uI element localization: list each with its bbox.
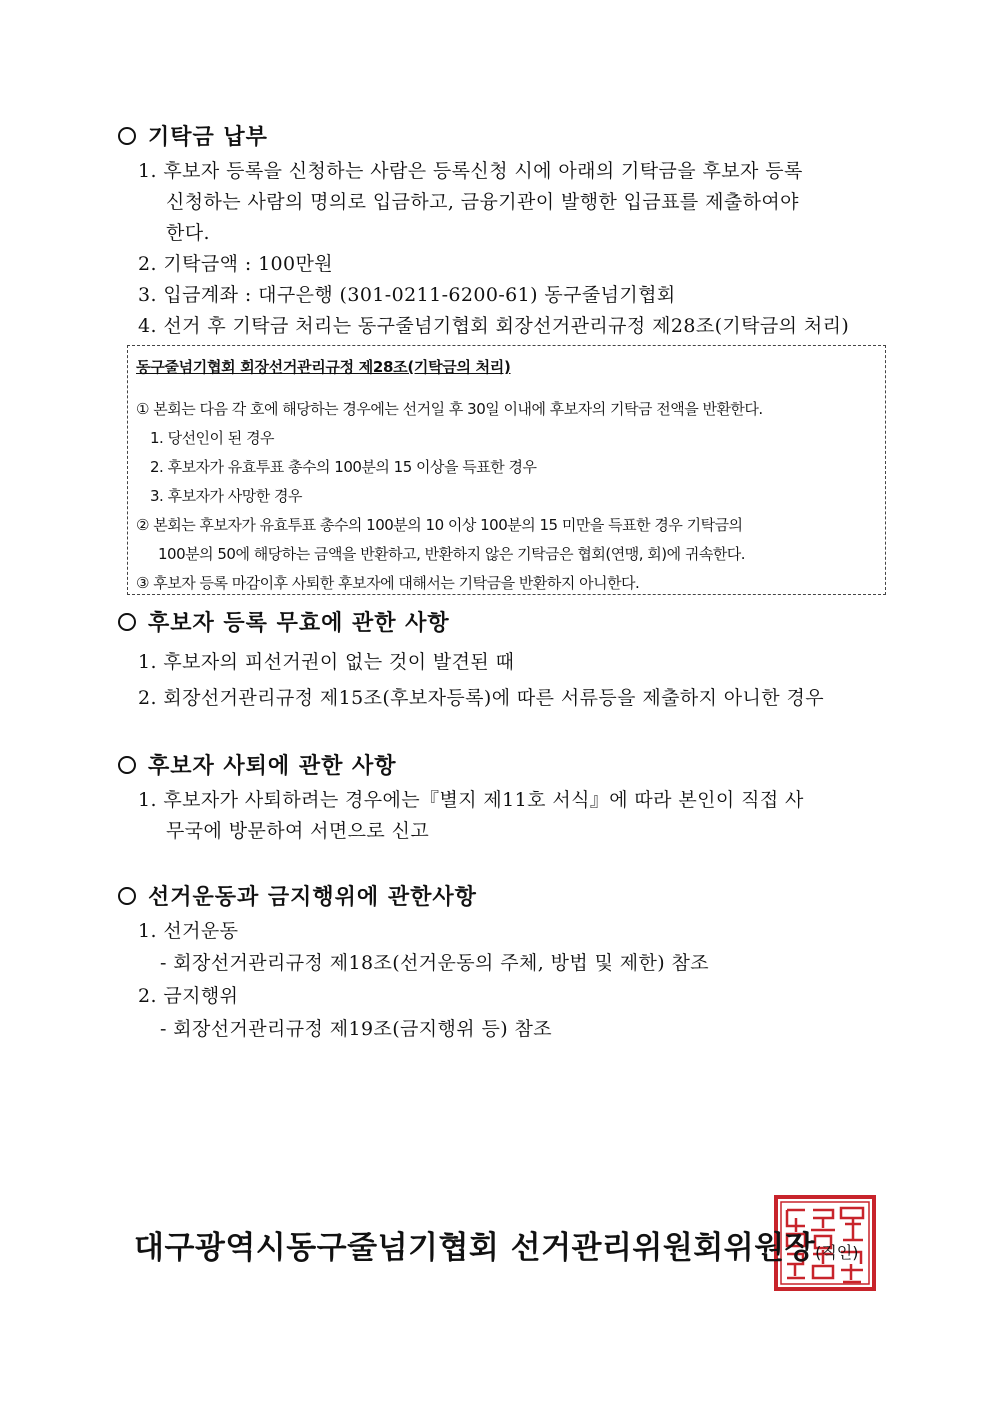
- section-heading-text: 기탁금 납부: [148, 125, 268, 150]
- regulation-clause-1: ① 본회는 다음 각 호에 해당하는 경우에는 선거일 후 30일 이내에 후보자의 기탁금 전액을 반환한다.: [136, 400, 763, 418]
- section-heading-invalid: [118, 606, 450, 637]
- signature-seal-label: (직인): [815, 1243, 859, 1262]
- deposit-item-4: 4. 선거 후 기탁금 처리는 동구줄넘기협회 회장선거관리규정 제28조(기탁금의 처리): [138, 315, 850, 337]
- deposit-item-3: 3. 입금계좌 : 대구은행 (301-0211-6200-61) 동구줄넘기협회: [138, 284, 676, 306]
- regulation-clause-3: ③ 후보자 등록 마감이후 사퇴한 후보자에 대해서는 기탁금을 반환하지 아니한다.: [136, 574, 640, 592]
- invalid-item-1: 1. 후보자의 피선거권이 없는 것이 발견된 때: [138, 651, 515, 673]
- section-heading-text: 후보자 등록 무효에 관한 사항: [148, 611, 450, 636]
- circle-bullet-icon: [118, 756, 136, 774]
- section-heading-text: 선거운동과 금지행위에 관한사항: [148, 885, 477, 910]
- regulation-clause-1-sub-3: 3. 후보자가 사망한 경우: [150, 487, 303, 505]
- regulation-clause-2-cont: 100분의 50에 해당하는 금액을 반환하고, 반환하지 않은 기탁금은 협회(연맹, 회)에 귀속한다.: [158, 545, 746, 563]
- withdrawal-item-1-cont: 무국에 방문하여 서면으로 신고: [166, 820, 430, 842]
- deposit-item-2: 2. 기탁금액 : 100만원: [138, 253, 334, 275]
- regulation-clause-1-sub-1: 1. 당선인이 된 경우: [150, 429, 275, 447]
- withdrawal-item-1: 1. 후보자가 사퇴하려는 경우에는『별지 제11호 서식』에 따라 본인이 직접 사: [138, 789, 804, 811]
- section-heading-deposit: [118, 120, 268, 151]
- regulation-box-title: 동구줄넘기협회 회장선거관리규정 제28조(기탁금의 처리): [136, 358, 511, 376]
- section-heading-campaign: [118, 880, 477, 911]
- campaign-item-1-detail: - 회장선거관리규정 제18조(선거운동의 주체, 방법 및 제한) 참조: [160, 952, 710, 974]
- deposit-item-1: 1. 후보자 등록을 신청하는 사람은 등록신청 시에 아래의 기탁금을 후보자 등록: [138, 160, 803, 182]
- circle-bullet-icon: [118, 887, 136, 905]
- regulation-clause-1-sub-2: 2. 후보자가 유효투표 총수의 100분의 15 이상을 득표한 경우: [150, 458, 537, 476]
- deposit-item-1-cont2: 한다.: [166, 222, 210, 244]
- regulation-clause-2: ② 본회는 후보자가 유효투표 총수의 100분의 10 이상 100분의 15 미만을 득표한 경우 기탁금의: [136, 516, 743, 534]
- regulation-box: [127, 345, 886, 595]
- signature-organization: 대구광역시동구줄넘기협회 선거관리위원회위원장: [134, 1230, 816, 1266]
- signature-line: [134, 1222, 859, 1267]
- invalid-item-2: 2. 회장선거관리규정 제15조(후보자등록)에 따른 서류등을 제출하지 아니한 경우: [138, 687, 824, 709]
- circle-bullet-icon: [118, 127, 136, 145]
- section-heading-withdrawal: [118, 749, 397, 780]
- campaign-item-2: 2. 금지행위: [138, 985, 239, 1007]
- campaign-item-2-detail: - 회장선거관리규정 제19조(금지행위 등) 참조: [160, 1018, 552, 1040]
- campaign-item-1: 1. 선거운동: [138, 920, 239, 942]
- deposit-item-1-cont: 신청하는 사람의 명의로 입금하고, 금융기관이 발행한 입금표를 제출하여야: [166, 191, 799, 213]
- section-heading-text: 후보자 사퇴에 관한 사항: [148, 754, 397, 779]
- circle-bullet-icon: [118, 613, 136, 631]
